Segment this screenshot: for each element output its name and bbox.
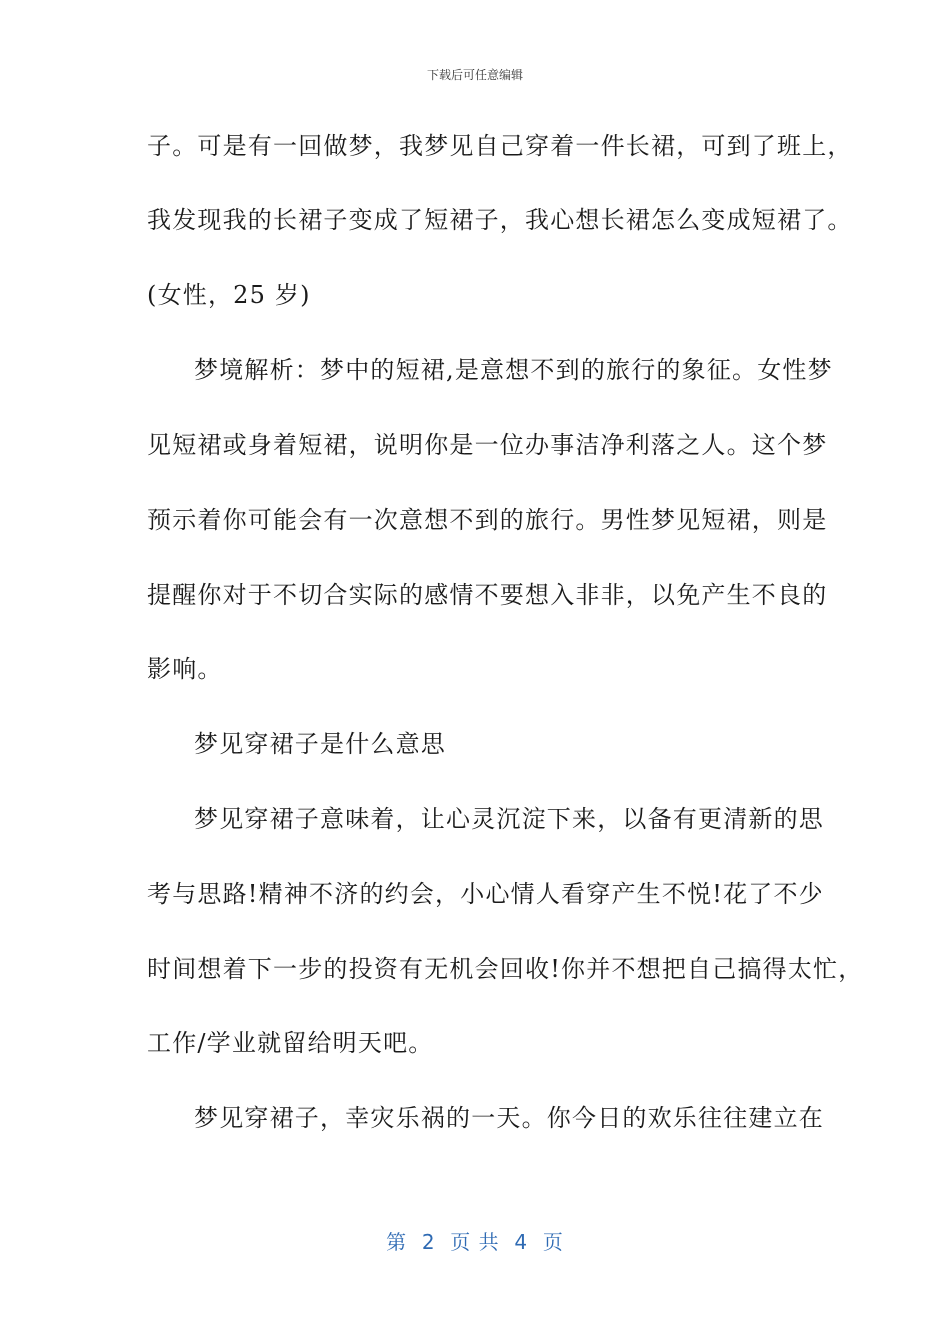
body-line: 见短裙或身着短裙，说明你是一位办事洁净利落之人。这个梦 <box>147 431 828 459</box>
body-line: (女性，25 岁) <box>147 281 311 309</box>
paragraph-start-line: 梦见穿裙子，幸灾乐祸的一天。你今日的欢乐往往建立在 <box>194 1104 824 1132</box>
paragraph-start-line: 梦见穿裙子意味着，让心灵沉淀下来，以备有更清新的思 <box>194 805 824 833</box>
section-heading: 梦见穿裙子是什么意思 <box>194 730 446 758</box>
body-line: 我发现我的长裙子变成了短裙子，我心想长裙怎么变成短裙了。 <box>147 206 853 234</box>
paragraph-start-line: 梦境解析：梦中的短裙,是意想不到的旅行的象征。女性梦 <box>194 356 833 384</box>
page-header-note: 下载后可任意编辑 <box>426 68 523 82</box>
body-line: 考与思路!精神不济的约会，小心情人看穿产生不悦!花了不少 <box>147 880 824 908</box>
body-line: 预示着你可能会有一次意想不到的旅行。男性梦见短裙，则是 <box>147 506 828 534</box>
body-line: 提醒你对于不切合实际的感情不要想入非非，以免产生不良的 <box>147 581 828 609</box>
page-number-footer: 第 2 页 共 4 页 <box>386 1230 564 1254</box>
body-line: 子。可是有一回做梦，我梦见自己穿着一件长裙，可到了班上， <box>147 132 853 160</box>
body-line: 工作/学业就留给明天吧。 <box>147 1029 434 1057</box>
body-line: 时间想着下一步的投资有无机会回收!你并不想把自己搞得太忙， <box>147 955 864 983</box>
body-line: 影响。 <box>147 655 223 683</box>
